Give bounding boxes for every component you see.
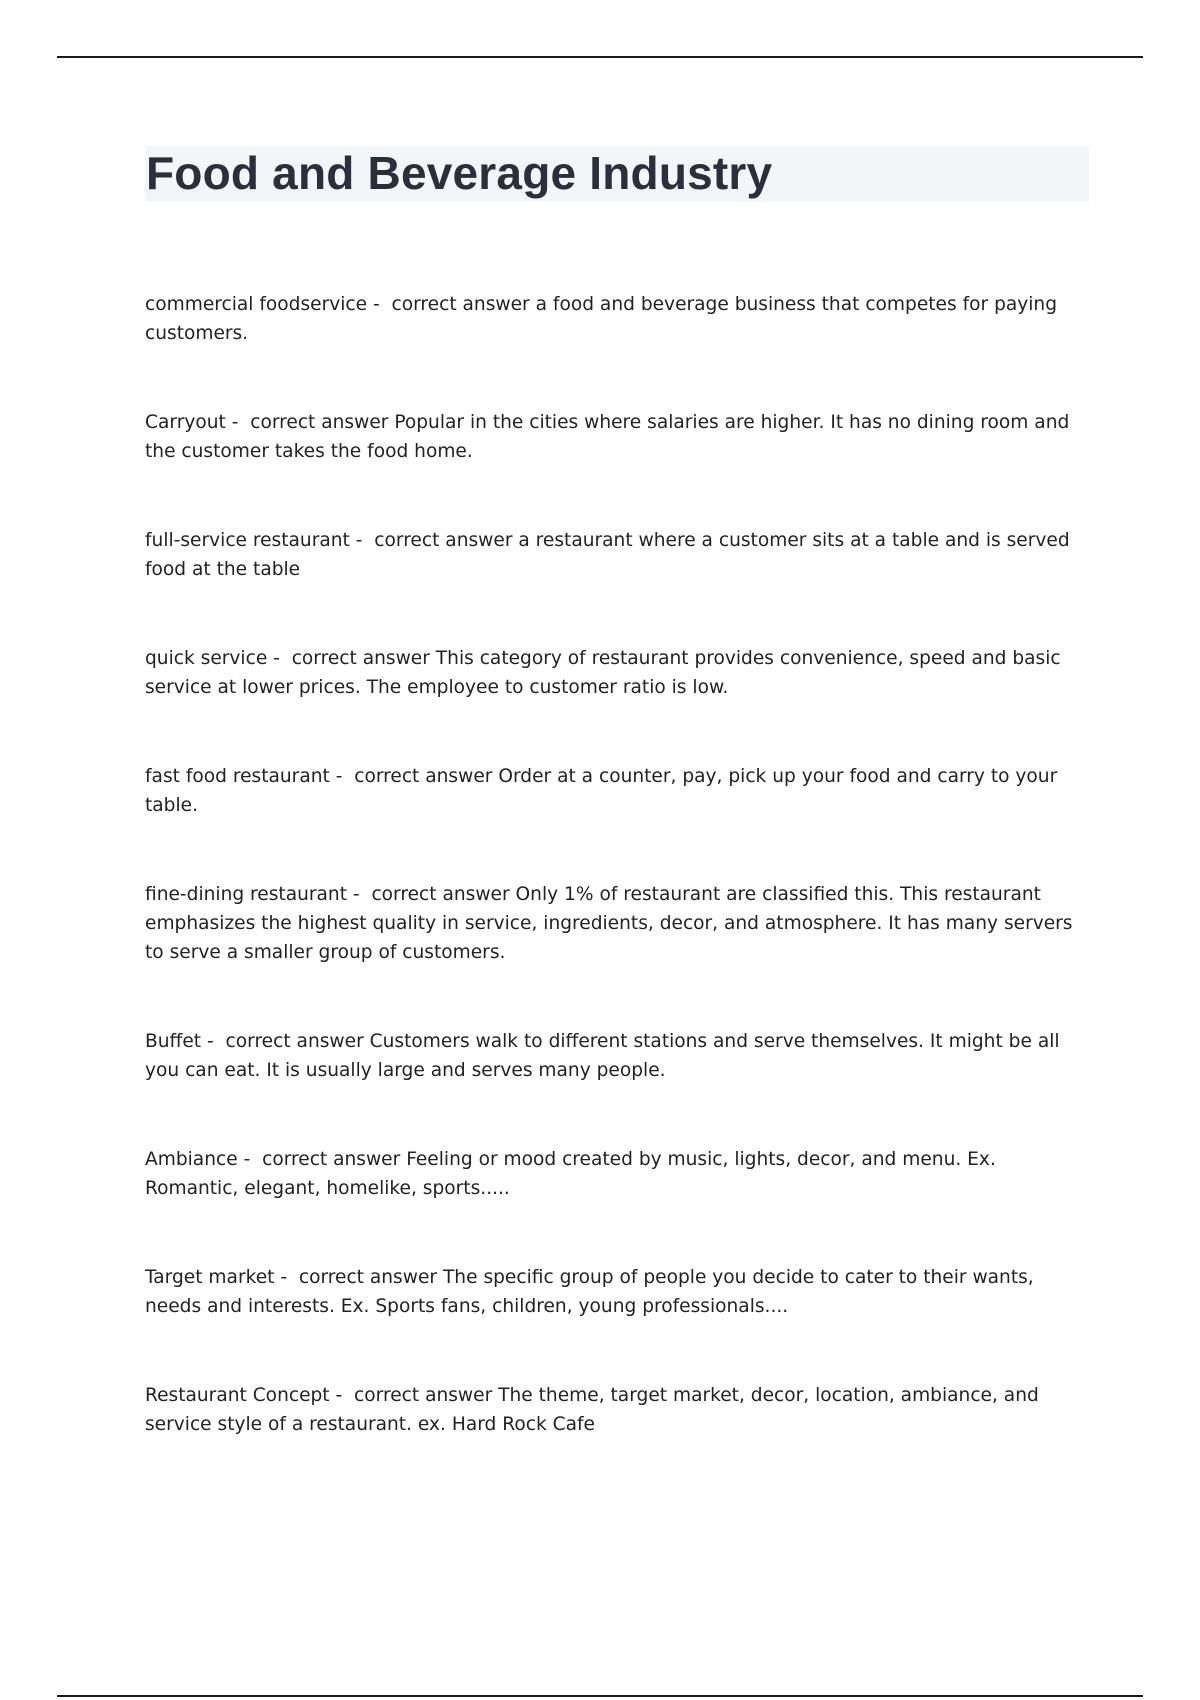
entry-term: commercial foodservice [145, 294, 368, 315]
entry-term: fast food restaurant [145, 766, 330, 787]
answer-separator: - correct answer [329, 1385, 499, 1406]
answer-separator: - correct answer [267, 648, 436, 669]
list-item [145, 644, 1095, 702]
definition-list [145, 290, 1095, 1499]
entry-definition: a restaurant where a customer sits at a table and is served food at the table [145, 530, 1070, 580]
entry-term: Target market [145, 1267, 275, 1288]
entry-term: quick service [145, 648, 268, 669]
top-divider [57, 56, 1143, 58]
list-item [145, 408, 1095, 466]
entry-term: fine-dining restaurant [145, 884, 348, 905]
entry-definition: Only 1% of restaurant are classified this. This restaurant emphasizes the highest quality in service, ingredients, decor, and atmosphere. It has many servers to serve a smaller group of customers. [145, 884, 1073, 963]
entry-term: Restaurant Concept [145, 1385, 330, 1406]
list-item [145, 1027, 1095, 1085]
entry-term: Carryout [145, 412, 226, 433]
answer-separator: - correct answer [347, 884, 516, 905]
entry-definition: a food and beverage business that competes for paying customers. [145, 294, 1058, 344]
answer-separator: - correct answer [349, 530, 519, 551]
entry-definition: Order at a counter, pay, pick up your food and carry to your table. [145, 766, 1058, 816]
list-item [145, 880, 1095, 967]
list-item [145, 1381, 1095, 1439]
bottom-divider [57, 1695, 1143, 1697]
entry-definition: Popular in the cities where salaries are higher. It has no dining room and the customer takes the food home. [145, 412, 1070, 462]
answer-separator: - correct answer [225, 412, 395, 433]
answer-separator: - correct answer [367, 294, 536, 315]
list-item [145, 1263, 1095, 1321]
answer-separator: - correct answer [201, 1031, 370, 1052]
page-title: Food and Beverage Industry [146, 147, 773, 199]
list-item [145, 526, 1095, 584]
entry-term: Buffet [145, 1031, 202, 1052]
list-item [145, 290, 1095, 348]
answer-separator: - correct answer [274, 1267, 443, 1288]
answer-separator: - correct answer [237, 1149, 407, 1170]
entry-definition: The theme, target market, decor, location, ambiance, and service style of a restaurant. ex. Hard Rock Cafe [145, 1385, 1039, 1435]
list-item [145, 1145, 1095, 1203]
entry-term: full-service restaurant [145, 530, 350, 551]
list-item [145, 762, 1095, 820]
answer-separator: - correct answer [329, 766, 499, 787]
entry-definition: Feeling or mood created by music, lights, decor, and menu. Ex. Romantic, elegant, homelike, sports..... [145, 1149, 996, 1199]
entry-definition: The specific group of people you decide to cater to their wants, needs and interests. Ex. Sports fans, children, young professionals.... [145, 1267, 1034, 1317]
entry-definition: Customers walk to different stations and serve themselves. It might be all you can eat. It is usually large and serves many people. [145, 1031, 1060, 1081]
entry-term: Ambiance [145, 1149, 238, 1170]
entry-definition: This category of restaurant provides convenience, speed and basic service at lower prices. The employee to customer ratio is low. [145, 648, 1061, 698]
